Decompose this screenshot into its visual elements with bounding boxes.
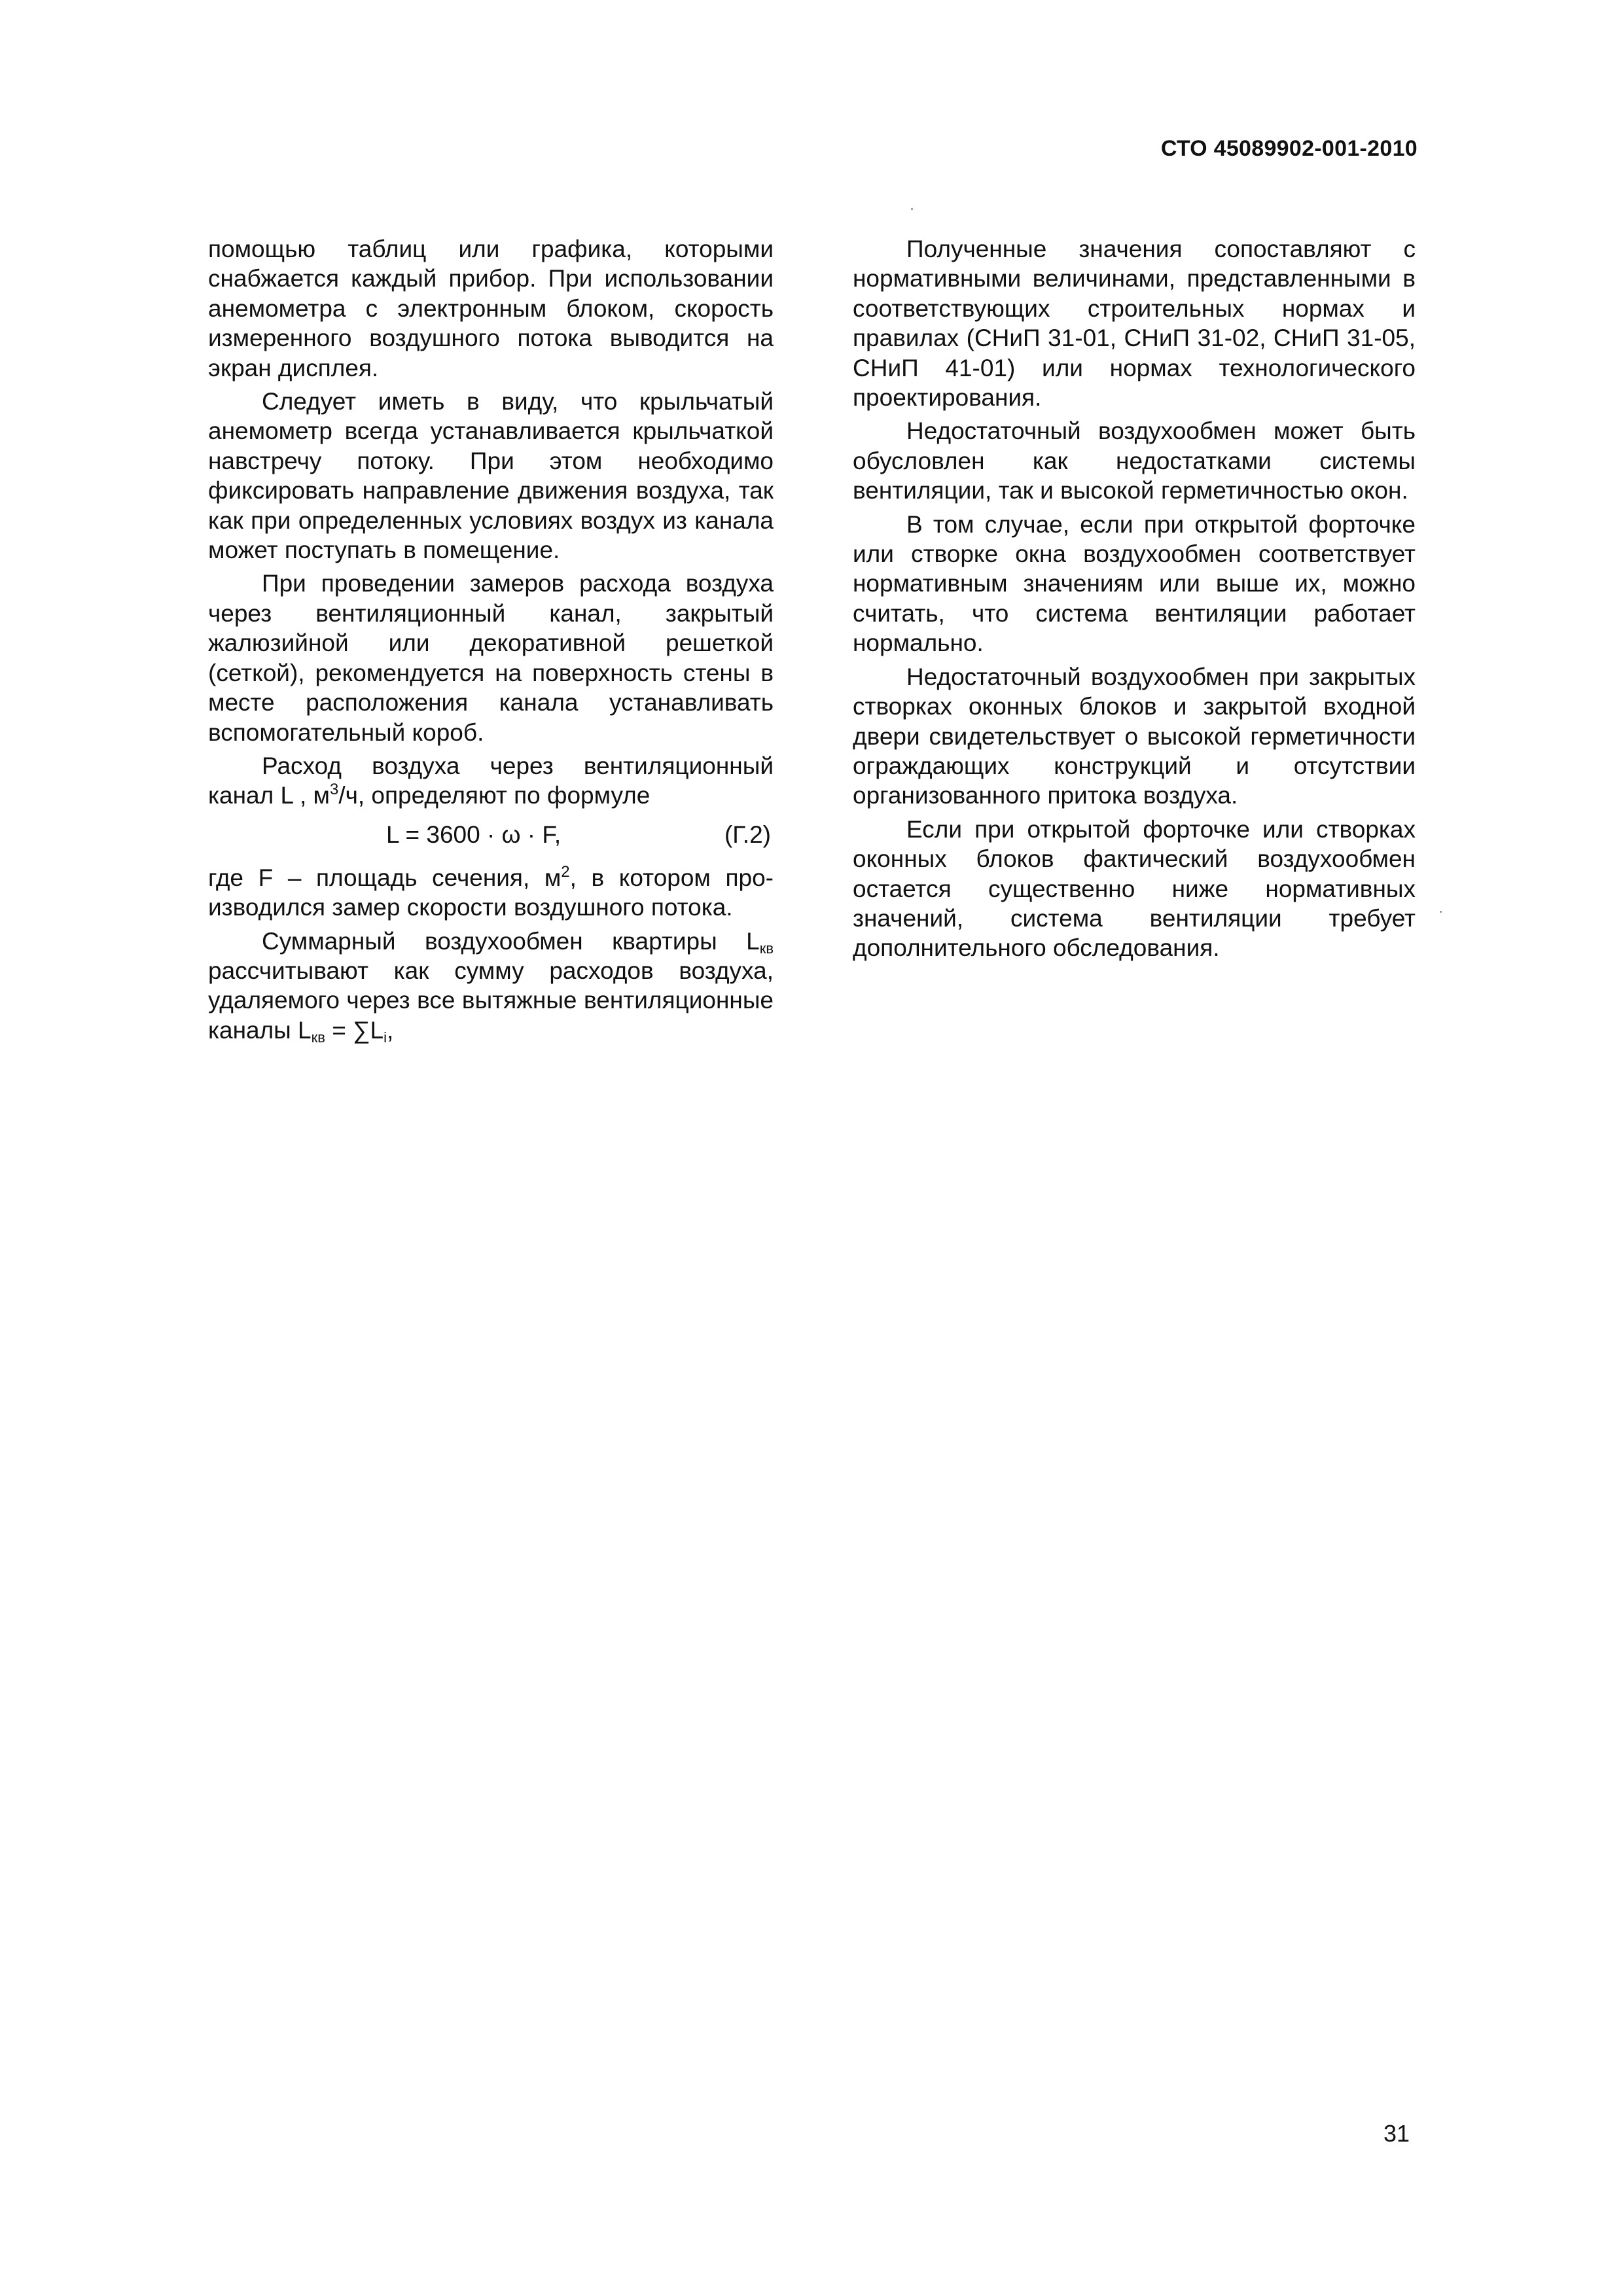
paragraph: В том случае, если при открытой форточке или створке окна воздухообмен соответствует нормативным значениям или выше их, можно считать, что система вентиляции работает нормально. (853, 510, 1416, 657)
superscript: 3 (329, 781, 339, 799)
superscript: 2 (561, 862, 570, 881)
paragraph: Недостаточный воздухообмен при закрытых створках оконных блоков и закрытой входной двери свидетельствует о высокой герметичности ограждающих конструкций и отсутствии организованного притока воздуха. (853, 663, 1416, 809)
right-column (853, 234, 1416, 963)
formula (208, 820, 774, 854)
paragraph: Полученные значения сопоставляют с нормативными величинами, представленными в соответствующих строительных нормах и правилах (СНиП 31-01, СНиП 31-02, СНиП 31-05, СНиП 41-01) или нормах технологического проектирования. (853, 236, 1416, 412)
left-column (208, 234, 774, 1045)
paragraph (208, 863, 774, 923)
document-code: СТО 45089902-001-2010 (1160, 136, 1418, 161)
subscript: i (383, 1029, 387, 1046)
text-run: Расход воздуха через вентиляционный канал L , м (208, 752, 774, 809)
text-run: , в котором производился замер скорости воздушного потока. (208, 864, 774, 921)
subscript: кв (759, 940, 774, 957)
formula-expression: L = 3600 · ω · F, (386, 821, 562, 848)
paragraph (208, 927, 774, 1046)
text-run: где F – площадь сечения, м (208, 864, 562, 891)
paragraph: При проведении замеров расхода воздуха через вентиляционный канал, закрытый жалюзийной или декоративной решеткой (сеткой), рекомендуется на поверхность стены в месте расположения канала устанавливать вспомогательный короб. (208, 570, 774, 746)
paragraph: Недостаточный воздухообмен может быть обусловлен как недостатками системы вентиляции, так и высокой герметичностью окон. (853, 417, 1416, 504)
subscript: кв (311, 1029, 325, 1046)
paragraph (208, 751, 774, 811)
paragraph: Следует иметь в виду, что крыльчатый анемометр всегда устанавливается крыльчаткой навстречу потоку. При этом необходимо фиксировать направление движения воздуха, так как при определенных условиях воздух из канала может поступать в помещение. (208, 388, 774, 564)
text-run: /ч, определяют по формуле (338, 782, 651, 809)
text-run: = ∑L (325, 1016, 384, 1044)
text-run: , (386, 1016, 394, 1044)
text-run: рассчитывают как сумму расходов воздуха, удаляемого через все вытяжные вентиляционные каналы L (208, 957, 774, 1044)
formula-number: (Г.2) (724, 821, 771, 848)
scan-speck (1440, 911, 1442, 913)
scan-speck (911, 208, 913, 210)
paragraph: помощью таблиц или графика, которыми снабжается каждый прибор. При использовании анемометра с электронным блоком, скорость измеренного воздушного потока выводится на экран дисплея. (208, 236, 774, 381)
paragraph: Если при открытой форточке или створках оконных блоков фактический воздухообмен остается существенно ниже нормативных значений, система вентиляции требует дополнительного обследования. (853, 815, 1416, 962)
text-run: Суммарный воздухообмен квартиры L (262, 927, 760, 955)
page-number: 31 (1383, 2120, 1410, 2147)
